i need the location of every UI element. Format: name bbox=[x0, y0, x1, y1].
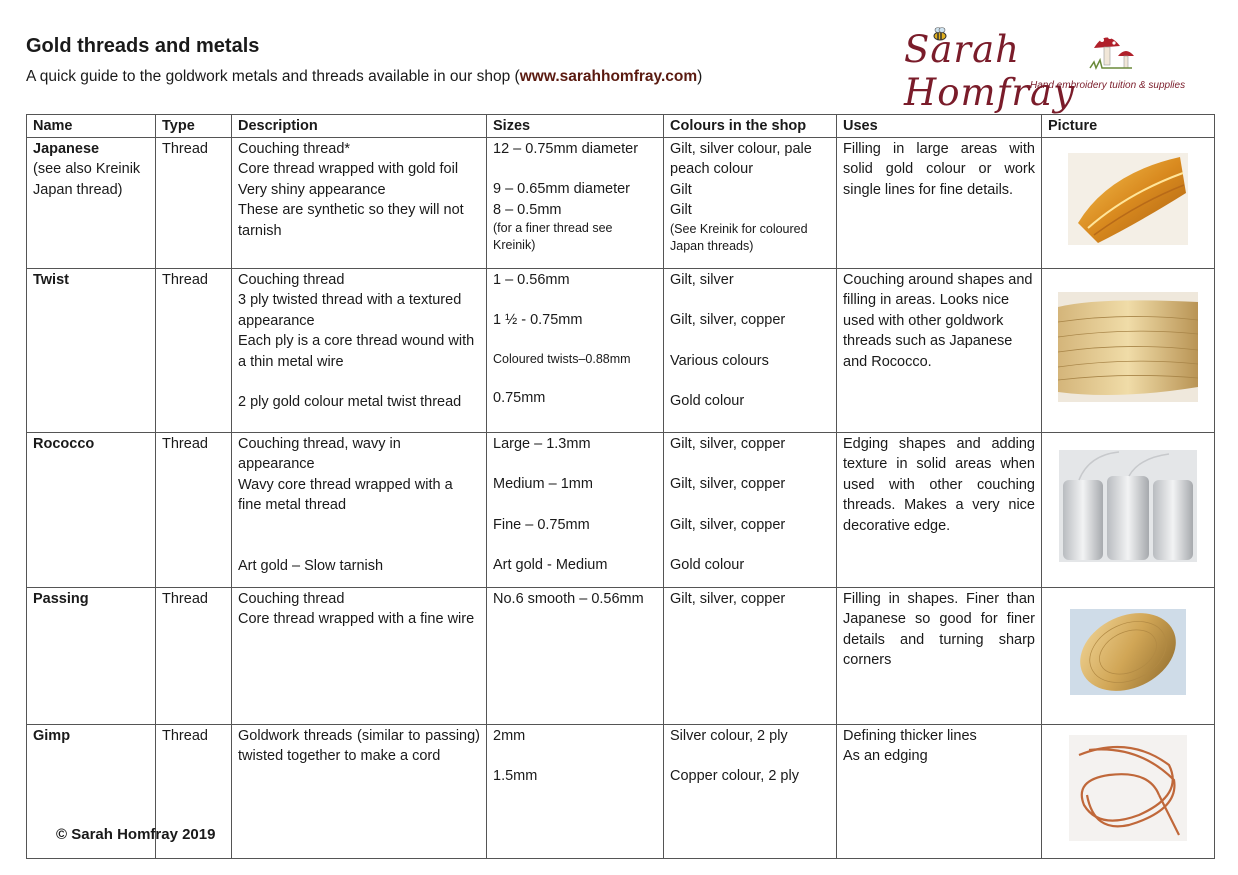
cell-colours bbox=[664, 268, 837, 432]
description-line: Each ply is a core thread wound with a thin metal wire bbox=[238, 333, 475, 370]
cell-description bbox=[232, 432, 487, 587]
colour-line: Gilt, silver, copper bbox=[670, 312, 786, 328]
cell-uses: Filling in shapes. Finer than Japanese so good for finer details and turning sharp corners bbox=[837, 587, 1042, 724]
description-line: 3 ply twisted thread with a textured appearance bbox=[238, 292, 462, 329]
colour-line: Gilt bbox=[670, 202, 692, 218]
page-title: Gold threads and metals bbox=[26, 35, 260, 57]
description-line: Couching thread bbox=[238, 271, 345, 288]
brand-logo bbox=[900, 24, 1200, 114]
cell-uses: Edging shapes and adding texture in solid areas when used with other couching threads. Makes a very nice decorative edge. bbox=[837, 432, 1042, 587]
table-row bbox=[27, 587, 1215, 724]
gimp-thread-image bbox=[1069, 735, 1187, 841]
col-description: Description bbox=[232, 115, 487, 138]
colour-note: (See Kreinik for coloured Japan threads) bbox=[670, 221, 808, 253]
subtitle-end: ) bbox=[697, 68, 703, 85]
cell-uses: Couching around shapes and filling in areas. Looks nice used with other goldwork threads such as Japanese and Rococco. bbox=[837, 268, 1042, 432]
passing-thread-image bbox=[1070, 609, 1186, 695]
size-line: 1 – 0.56mm bbox=[493, 271, 570, 288]
cell-picture bbox=[1042, 432, 1215, 587]
colour-line: Gilt bbox=[670, 181, 692, 198]
cell-colours bbox=[664, 724, 837, 858]
description-line: Wavy core thread wrapped with a fine metal thread bbox=[238, 476, 453, 513]
cell-picture bbox=[1042, 268, 1215, 432]
colour-line: Gilt, silver, copper bbox=[670, 516, 786, 533]
subtitle-text: A quick guide to the goldwork metals and threads available in our shop ( bbox=[26, 68, 520, 85]
description-line: Very shiny appearance bbox=[238, 181, 386, 198]
thread-name: Japanese bbox=[33, 140, 100, 157]
colour-line: Gold colour bbox=[670, 393, 745, 409]
size-line: No.6 smooth – 0.56mm bbox=[493, 590, 644, 607]
description-line: These are synthetic so they will not tarnish bbox=[238, 202, 464, 239]
cell-description bbox=[232, 137, 487, 268]
cell-picture bbox=[1042, 137, 1215, 268]
uses-line: Defining thicker lines bbox=[843, 727, 977, 744]
cell-type: Thread bbox=[156, 724, 232, 858]
mushroom-icon bbox=[1088, 26, 1138, 76]
cell-sizes bbox=[487, 268, 664, 432]
shop-link[interactable]: www.sarahhomfray.com bbox=[519, 68, 698, 85]
rococco-thread-image bbox=[1059, 450, 1197, 562]
size-line: 1.5mm bbox=[493, 768, 538, 784]
cell-type: Thread bbox=[156, 432, 232, 587]
size-line: 8 – 0.5mm bbox=[493, 201, 562, 218]
cell-picture bbox=[1042, 587, 1215, 724]
size-line: Medium – 1mm bbox=[493, 476, 593, 492]
thread-name: Twist bbox=[27, 268, 156, 432]
description-line: Core thread wrapped with gold foil bbox=[238, 161, 459, 177]
threads-table bbox=[26, 114, 1215, 859]
col-sizes: Sizes bbox=[487, 115, 664, 138]
cell-uses bbox=[837, 724, 1042, 858]
colour-line: Gilt, silver, copper bbox=[670, 590, 786, 607]
description-line: 2 ply gold colour metal twist thread bbox=[238, 394, 462, 410]
size-line: 1 ½ - 0.75mm bbox=[493, 312, 583, 328]
colour-line: Gold colour bbox=[670, 557, 745, 573]
cell-description bbox=[232, 587, 487, 724]
page-subtitle bbox=[26, 68, 702, 86]
description-line: Couching thread, wavy in appearance bbox=[238, 435, 401, 472]
cell-sizes bbox=[487, 137, 664, 268]
cell-uses: Filling in large areas with solid gold colour or work single lines for fine details. bbox=[837, 137, 1042, 268]
thread-name: Passing bbox=[27, 587, 156, 724]
colour-line: Silver colour, 2 ply bbox=[670, 727, 788, 744]
logo-name: Sarah Homfray bbox=[904, 28, 1075, 114]
cell-type: Thread bbox=[156, 587, 232, 724]
size-line: 12 – 0.75mm diameter bbox=[493, 140, 639, 157]
col-uses: Uses bbox=[837, 115, 1042, 138]
japanese-thread-image bbox=[1068, 153, 1188, 245]
size-line: Large – 1.3mm bbox=[493, 435, 591, 452]
description-line: Couching thread bbox=[238, 590, 345, 607]
cell-sizes bbox=[487, 724, 664, 858]
cell-description bbox=[232, 268, 487, 432]
description-line: Core thread wrapped with a fine wire bbox=[238, 611, 475, 627]
size-line: Fine – 0.75mm bbox=[493, 516, 590, 533]
colour-line: Gilt, silver colour, pale peach colour bbox=[670, 140, 812, 177]
colour-line: Copper colour, 2 ply bbox=[670, 768, 799, 784]
col-type: Type bbox=[156, 115, 232, 138]
size-line: 2mm bbox=[493, 727, 526, 744]
uses-line: As an edging bbox=[843, 748, 928, 764]
size-line: 9 – 0.65mm diameter bbox=[493, 181, 631, 197]
cell-picture bbox=[1042, 724, 1215, 858]
cell-colours bbox=[664, 137, 837, 268]
size-line: Coloured twists–0.88mm bbox=[493, 351, 631, 366]
cell-type: Thread bbox=[156, 137, 232, 268]
size-line: 0.75mm bbox=[493, 389, 546, 406]
cell-sizes bbox=[487, 432, 664, 587]
col-name: Name bbox=[27, 115, 156, 138]
cell-colours bbox=[664, 587, 837, 724]
twist-thread-image bbox=[1058, 292, 1198, 402]
cell-type: Thread bbox=[156, 268, 232, 432]
table-row bbox=[27, 268, 1215, 432]
colour-line: Gilt, silver, copper bbox=[670, 435, 786, 452]
size-note: (for a finer thread see Kreinik) bbox=[493, 221, 613, 252]
description-line: Couching thread* bbox=[238, 140, 351, 157]
logo-tagline: Hand embroidery tuition & supplies bbox=[1030, 80, 1186, 91]
cell-description: Goldwork threads (similar to passing) twisted together to make a cord bbox=[232, 724, 487, 858]
colour-line: Various colours bbox=[670, 352, 769, 369]
cell-sizes bbox=[487, 587, 664, 724]
cell-colours bbox=[664, 432, 837, 587]
col-picture: Picture bbox=[1042, 115, 1215, 138]
table-row bbox=[27, 137, 1215, 268]
thread-name: Rococco bbox=[27, 432, 156, 587]
table-header-row bbox=[27, 115, 1215, 138]
thread-name: Gimp bbox=[27, 724, 156, 858]
description-line: Art gold – Slow tarnish bbox=[238, 557, 384, 574]
size-line: Art gold - Medium bbox=[493, 557, 608, 573]
col-colours: Colours in the shop bbox=[664, 115, 837, 138]
table-row bbox=[27, 432, 1215, 587]
colour-line: Gilt, silver bbox=[670, 271, 734, 288]
thread-name-note: (see also Kreinik Japan thread) bbox=[33, 161, 141, 198]
colour-line: Gilt, silver, copper bbox=[670, 476, 786, 492]
copyright: © Sarah Homfray 2019 bbox=[56, 826, 216, 843]
cell-name bbox=[27, 137, 156, 268]
